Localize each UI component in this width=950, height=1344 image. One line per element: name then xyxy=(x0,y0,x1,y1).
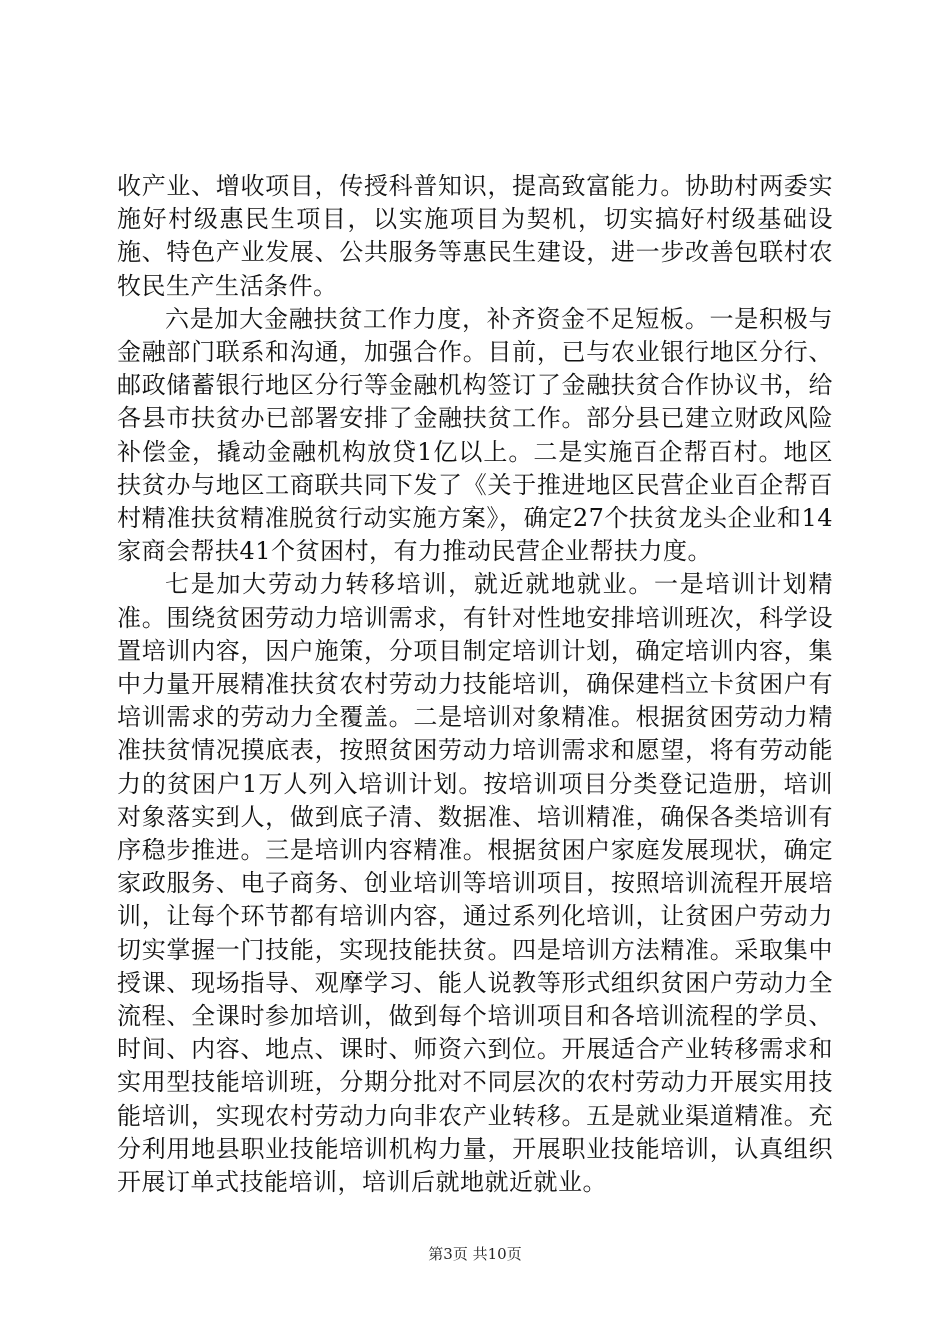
paragraph: 六是加大金融扶贫工作力度，补齐资金不足短板。一是积极与金融部门联系和沟通，加强合作。目前，已与农业银行地区分行、邮政储蓄银行地区分行等金融机构签订了金融扶贫合作协议书，给各县市扶贫办已部署安排了金融扶贫工作。部分县已建立财政风险补偿金，撬动金融机构放贷1亿以上。二是实施百企帮百村。地区扶贫办与地区工商联共同下发了《关于推进地区民营企业百企帮百村精准扶贫精准脱贫行动实施方案》，确定27个扶贫龙头企业和14家商会帮扶41个贫困村，有力推动民营企业帮扶力度。 xyxy=(117,304,833,566)
page-number: 第3页 xyxy=(428,1245,468,1263)
document-body xyxy=(117,170,833,1199)
page-total: 共10页 xyxy=(472,1245,522,1263)
paragraph: 七是加大劳动力转移培训，就近就地就业。一是培训计划精准。围绕贫困劳动力培训需求，有针对性地安排培训班次，科学设置培训内容，因户施策，分项目制定培训计划，确定培训内容，集中力量开展精准扶贫农村劳动力技能培训，确保建档立卡贫困户有培训需求的劳动力全覆盖。二是培训对象精准。根据贫困劳动力精准扶贫情况摸底表，按照贫困劳动力培训需求和愿望，将有劳动能力的贫困户1万人列入培训计划。按培训项目分类登记造册，培训对象落实到人，做到底子清、数据准、培训精准，确保各类培训有序稳步推进。三是培训内容精准。根据贫困户家庭发展现状，确定家政服务、电子商务、创业培训等培训项目，按照培训流程开展培训，让每个环节都有培训内容，通过系列化培训，让贫困户劳动力切实掌握一门技能，实现技能扶贫。四是培训方法精准。采取集中授课、现场指导、观摩学习、能人说教等形式组织贫困户劳动力全流程、全课时参加培训，做到每个培训项目和各培训流程的学员、时间、内容、地点、课时、师资六到位。开展适合产业转移需求和实用型技能培训班，分期分批对不同层次的农村劳动力开展实用技能培训，实现农村劳动力向非农产业转移。五是就业渠道精准。充分利用地县职业技能培训机构力量，开展职业技能培训，认真组织开展订单式技能培训，培训后就地就近就业。 xyxy=(117,570,833,1197)
paragraph: 收产业、增收项目，传授科普知识，提高致富能力。协助村两委实施好村级惠民生项目，以实施项目为契机，切实搞好村级基础设施、特色产业发展、公共服务等惠民生建设，进一步改善包联村农牧民生产生活条件。 xyxy=(117,172,833,300)
page-footer xyxy=(0,1244,950,1264)
